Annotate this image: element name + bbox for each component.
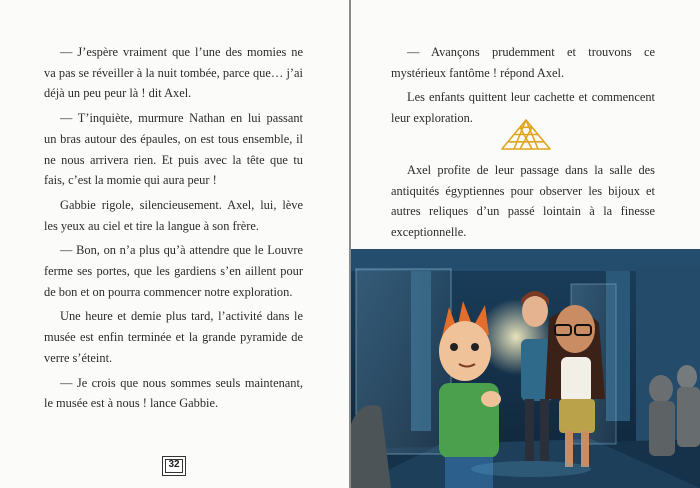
paragraph: — Avançons prudemment et trouvons ce mystérieux fantôme ! répond Axel. xyxy=(391,45,655,80)
paragraph: Les enfants quittent leur cachette et commencent leur exploration. xyxy=(391,90,655,126)
paragraph: Gabbie rigole, silencieusement. Axel, lui, lève les yeux au ciel et tire la langue à son frère. xyxy=(44,197,303,233)
pyramid-icon xyxy=(500,118,552,152)
paragraph: — T’inquiète, murmure Nathan en lui passant un bras autour des épaules, on est tous ensemble, il ne nous arrivera rien. Et puis avec la tête que tu fais, c’est la momie qui aura peur ! xyxy=(44,111,303,188)
right-page-text-bottom xyxy=(391,160,655,243)
paragraph: — Bon, on n’a plus qu’à attendre que le Louvre ferme ses portes, que les gardiens s’en aillent pour de bon et on pourra commencer notre exploration. xyxy=(44,243,303,299)
left-page-text xyxy=(44,42,303,414)
left-page xyxy=(0,0,349,488)
paragraph: Une heure et demie plus tard, l’activité dans le musée est enfin terminée et la grande pyramide de verre s’éteint. xyxy=(44,309,303,365)
right-page-text-top xyxy=(391,42,655,129)
paragraph: — Je crois que nous sommes seuls maintenant, le musée est à nous ! lance Gabbie. xyxy=(44,375,303,411)
paragraph: Axel profite de leur passage dans la salle des antiquités égyptiennes pour observer les bijoux et autres reliques d’un passé lointain à la finesse exceptionnelle. xyxy=(391,163,655,240)
page-number: 32 xyxy=(162,456,186,476)
paragraph: — J’espère vraiment que l’une des momies ne va pas se réveiller à la nuit tombée, parce que… j’ai déjà un peu peur là ! dit Axel. xyxy=(44,45,303,101)
right-page xyxy=(351,0,700,488)
museum-night-children-illustration xyxy=(351,249,700,488)
